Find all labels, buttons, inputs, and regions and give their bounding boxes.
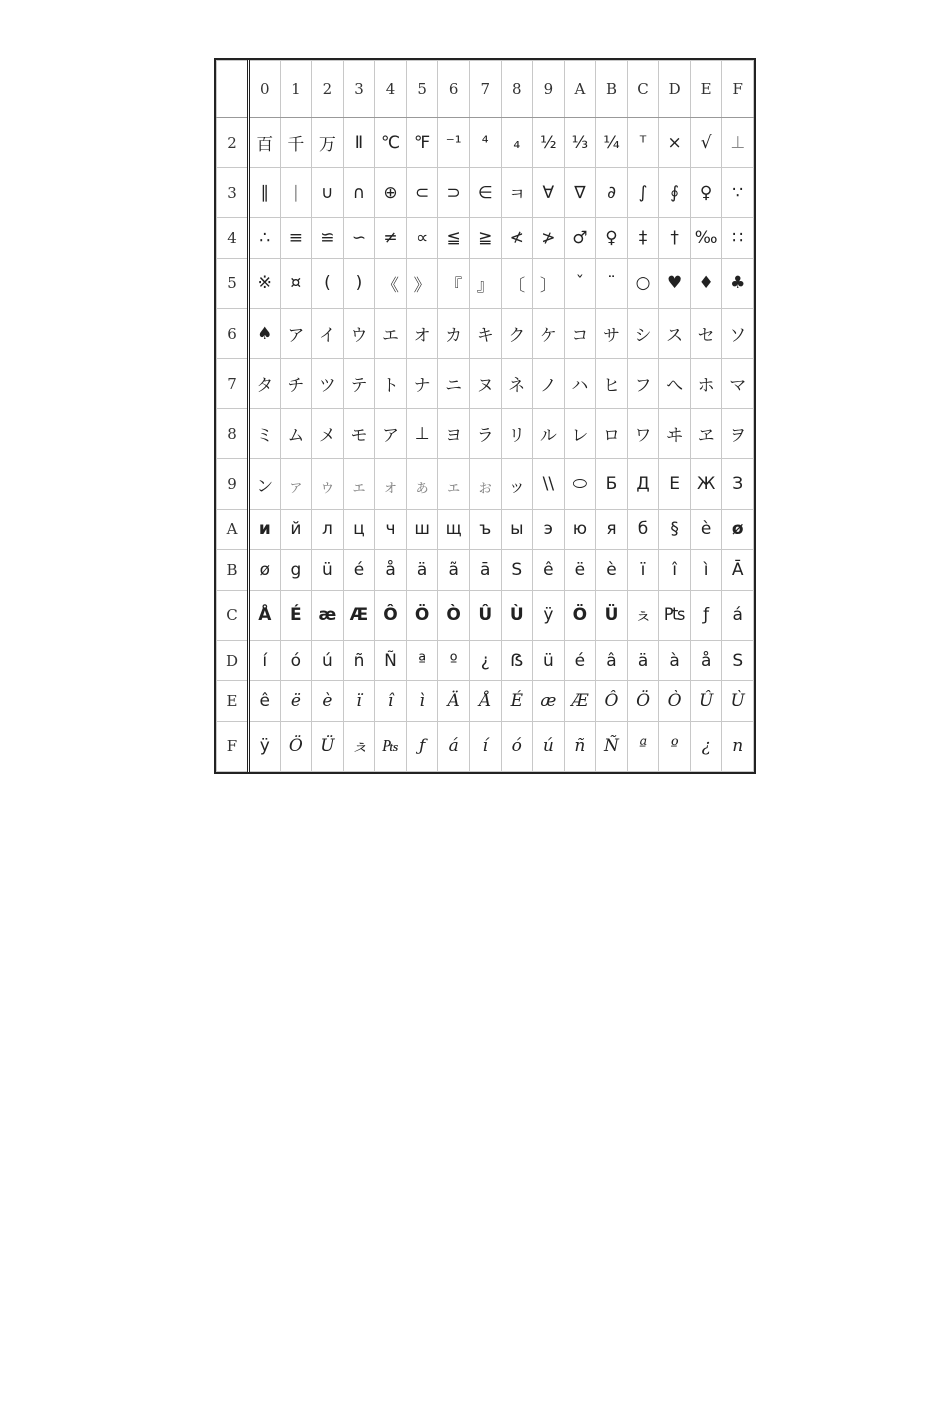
char-cell: æ: [533, 681, 565, 722]
char-cell: ≮: [501, 218, 533, 259]
column-header-row: [217, 61, 754, 118]
char-cell: ä: [406, 550, 438, 591]
column-header-3: 3: [343, 61, 375, 118]
row-header-9: 9: [217, 459, 249, 509]
char-cell: Ö: [627, 681, 659, 722]
char-cell: ∴: [249, 218, 281, 259]
char-cell: î: [659, 550, 691, 591]
char-cell: ⅓: [564, 118, 596, 168]
char-cell: ó: [280, 640, 312, 681]
char-cell: ‡: [627, 218, 659, 259]
table-row: [217, 681, 754, 722]
char-cell: á: [722, 590, 754, 640]
char-cell: ₧: [375, 721, 407, 771]
char-cell: ミ: [249, 409, 281, 459]
char-cell: ш: [406, 509, 438, 550]
char-cell: ッ: [501, 459, 533, 509]
column-header-4: 4: [375, 61, 407, 118]
char-cell: Ö: [564, 590, 596, 640]
char-cell: ヨ: [438, 409, 470, 459]
char-cell: л: [312, 509, 344, 550]
char-cell: и: [249, 509, 281, 550]
char-cell: ƒ: [406, 721, 438, 771]
row-header-7: 7: [217, 359, 249, 409]
char-cell: ⊕: [375, 168, 407, 218]
table-row: [217, 509, 754, 550]
char-cell: ≯: [533, 218, 565, 259]
char-cell: ⊂: [406, 168, 438, 218]
char-cell: ァ: [280, 459, 312, 509]
char-cell: é: [564, 640, 596, 681]
char-cell: Д: [627, 459, 659, 509]
column-header-b: B: [596, 61, 628, 118]
char-cell: ¼: [596, 118, 628, 168]
char-cell: ì: [690, 550, 722, 591]
char-cell: ∇: [564, 168, 596, 218]
char-cell: Û: [690, 681, 722, 722]
table-row: [217, 168, 754, 218]
char-cell: З: [722, 459, 754, 509]
char-cell: ∥: [249, 168, 281, 218]
column-header-e: E: [690, 61, 722, 118]
char-cell: 』: [469, 258, 501, 308]
table-row: [217, 640, 754, 681]
char-cell: ˇ: [564, 258, 596, 308]
char-cell: ワ: [627, 409, 659, 459]
table-row: [217, 590, 754, 640]
char-cell: Ñ: [596, 721, 628, 771]
char-cell: ♠: [249, 308, 281, 358]
char-cell: エ: [375, 308, 407, 358]
char-cell: ロ: [596, 409, 628, 459]
char-cell: 百: [249, 118, 281, 168]
char-cell: ㅊ: [343, 721, 375, 771]
charmap-grid: [216, 60, 754, 772]
char-cell: í: [249, 640, 281, 681]
char-cell: ó: [501, 721, 533, 771]
charmap-body: [217, 118, 754, 772]
column-header-0: 0: [249, 61, 281, 118]
char-cell: イ: [312, 308, 344, 358]
row-header-d: D: [217, 640, 249, 681]
character-code-table: [214, 58, 756, 774]
char-cell: ã: [438, 550, 470, 591]
row-header-8: 8: [217, 409, 249, 459]
char-cell: \\: [533, 459, 565, 509]
char-cell: ≠: [375, 218, 407, 259]
row-header-2: 2: [217, 118, 249, 168]
char-cell: ♣: [722, 258, 754, 308]
char-cell: à: [659, 640, 691, 681]
char-cell: ∈: [469, 168, 501, 218]
char-cell: ∣: [280, 168, 312, 218]
char-cell: ア: [280, 308, 312, 358]
char-cell: (: [312, 258, 344, 308]
char-cell: ú: [533, 721, 565, 771]
char-cell: オ: [406, 308, 438, 358]
char-cell: ム: [280, 409, 312, 459]
char-cell: è: [312, 681, 344, 722]
char-cell: ü: [312, 550, 344, 591]
char-cell: ẞ: [501, 640, 533, 681]
char-cell: チ: [280, 359, 312, 409]
char-cell: й: [280, 509, 312, 550]
char-cell: マ: [722, 359, 754, 409]
char-cell: ⁴: [469, 118, 501, 168]
column-header-f: F: [722, 61, 754, 118]
char-cell: å: [690, 640, 722, 681]
row-header-4: 4: [217, 218, 249, 259]
row-header-e: E: [217, 681, 249, 722]
char-cell: Ā: [722, 550, 754, 591]
char-cell: ア: [375, 409, 407, 459]
table-row: [217, 550, 754, 591]
char-cell: Ö: [406, 590, 438, 640]
char-cell: ы: [501, 509, 533, 550]
char-cell: ∮: [659, 168, 691, 218]
char-cell: ∂: [596, 168, 628, 218]
char-cell: Æ: [343, 590, 375, 640]
char-cell: Æ: [564, 681, 596, 722]
column-header-c: C: [627, 61, 659, 118]
char-cell: ∪: [312, 168, 344, 218]
char-cell: キ: [469, 308, 501, 358]
char-cell: ᵀ: [627, 118, 659, 168]
row-header-a: A: [217, 509, 249, 550]
char-cell: ∵: [722, 168, 754, 218]
char-cell: Ñ: [375, 640, 407, 681]
char-cell: Ü: [596, 590, 628, 640]
char-cell: ※: [249, 258, 281, 308]
char-cell: í: [469, 721, 501, 771]
char-cell: S: [722, 640, 754, 681]
char-cell: ï: [343, 681, 375, 722]
char-cell: ā: [469, 550, 501, 591]
char-cell: â: [596, 640, 628, 681]
char-cell: ㅋ: [501, 168, 533, 218]
char-cell: ク: [501, 308, 533, 358]
char-cell: Å: [469, 681, 501, 722]
char-cell: ウ: [343, 308, 375, 358]
char-cell: щ: [438, 509, 470, 550]
column-header-a: A: [564, 61, 596, 118]
char-cell: ≦: [438, 218, 470, 259]
char-cell: ♦: [690, 258, 722, 308]
char-cell: ⊃: [438, 168, 470, 218]
char-cell: ¿: [690, 721, 722, 771]
char-cell: ê: [249, 681, 281, 722]
char-cell: ¨: [596, 258, 628, 308]
char-cell: É: [501, 681, 533, 722]
char-cell: ê: [533, 550, 565, 591]
char-cell: ゥ: [312, 459, 344, 509]
char-cell: Ù: [501, 590, 533, 640]
char-cell: ハ: [564, 359, 596, 409]
char-cell: セ: [690, 308, 722, 358]
char-cell: ェ: [438, 459, 470, 509]
char-cell: ⊥: [722, 118, 754, 168]
char-cell: ∷: [722, 218, 754, 259]
char-cell: á: [438, 721, 470, 771]
char-cell: テ: [343, 359, 375, 409]
char-cell: ソ: [722, 308, 754, 358]
char-cell: Е: [659, 459, 691, 509]
char-cell: リ: [501, 409, 533, 459]
char-cell: レ: [564, 409, 596, 459]
char-cell: √: [690, 118, 722, 168]
char-cell: ⊥: [406, 409, 438, 459]
char-cell: ë: [280, 681, 312, 722]
table-row: [217, 721, 754, 771]
char-cell: è: [690, 509, 722, 550]
char-cell: ォ: [375, 459, 407, 509]
char-cell: n: [722, 721, 754, 771]
char-cell: ‰: [690, 218, 722, 259]
char-cell: コ: [564, 308, 596, 358]
char-cell: ⁻¹: [438, 118, 470, 168]
char-cell: ª: [627, 721, 659, 771]
char-cell: ヌ: [469, 359, 501, 409]
char-cell: ƒ: [690, 590, 722, 640]
char-cell: ト: [375, 359, 407, 409]
char-cell: 〔: [501, 258, 533, 308]
char-cell: 〕: [533, 258, 565, 308]
char-cell: サ: [596, 308, 628, 358]
column-header-9: 9: [533, 61, 565, 118]
char-cell: ♂: [564, 218, 596, 259]
char-cell: ц: [343, 509, 375, 550]
column-header-1: 1: [280, 61, 312, 118]
char-cell: Ù: [722, 681, 754, 722]
char-cell: ñ: [343, 640, 375, 681]
char-cell: カ: [438, 308, 470, 358]
table-row: [217, 258, 754, 308]
char-cell: シ: [627, 308, 659, 358]
char-cell: Б: [596, 459, 628, 509]
char-cell: э: [533, 509, 565, 550]
char-cell: ≡: [280, 218, 312, 259]
char-cell: Ö: [280, 721, 312, 771]
char-cell: ñ: [564, 721, 596, 771]
column-header-6: 6: [438, 61, 470, 118]
table-row: [217, 459, 754, 509]
char-cell: Ü: [312, 721, 344, 771]
char-cell: ヲ: [722, 409, 754, 459]
char-cell: モ: [343, 409, 375, 459]
char-cell: æ: [312, 590, 344, 640]
char-cell: ø: [249, 550, 281, 591]
char-cell: ℉: [406, 118, 438, 168]
table-row: [217, 118, 754, 168]
char-cell: ぉ: [469, 459, 501, 509]
char-cell: ヱ: [690, 409, 722, 459]
char-cell: S: [501, 550, 533, 591]
char-cell: へ: [659, 359, 691, 409]
char-cell: Û: [469, 590, 501, 640]
char-cell: ホ: [690, 359, 722, 409]
char-cell: Ô: [375, 590, 407, 640]
char-cell: º: [659, 721, 691, 771]
char-cell: Ò: [438, 590, 470, 640]
char-cell: ≌: [312, 218, 344, 259]
char-cell: 《: [375, 258, 407, 308]
char-cell: ä: [627, 640, 659, 681]
char-cell: ë: [564, 550, 596, 591]
char-cell: Ⅱ: [343, 118, 375, 168]
char-cell: ₧: [659, 590, 691, 640]
char-cell: é: [343, 550, 375, 591]
char-cell: 》: [406, 258, 438, 308]
row-header-3: 3: [217, 168, 249, 218]
char-cell: ø: [722, 509, 754, 550]
char-cell: ï: [627, 550, 659, 591]
char-cell: ю: [564, 509, 596, 550]
char-cell: 千: [280, 118, 312, 168]
char-cell: б: [627, 509, 659, 550]
char-cell: É: [280, 590, 312, 640]
char-cell: ≧: [469, 218, 501, 259]
char-cell: ∽: [343, 218, 375, 259]
char-cell: ぁ: [406, 459, 438, 509]
char-cell: ン: [249, 459, 281, 509]
char-cell: 万: [312, 118, 344, 168]
char-cell: ₄: [501, 118, 533, 168]
char-cell: ス: [659, 308, 691, 358]
char-cell: ¿: [469, 640, 501, 681]
row-header-c: C: [217, 590, 249, 640]
char-cell: ♀: [596, 218, 628, 259]
row-header-b: B: [217, 550, 249, 591]
char-cell: Ä: [438, 681, 470, 722]
char-cell: î: [375, 681, 407, 722]
char-cell: フ: [627, 359, 659, 409]
row-header-f: F: [217, 721, 249, 771]
char-cell: ∀: [533, 168, 565, 218]
char-cell: я: [596, 509, 628, 550]
char-cell: º: [438, 640, 470, 681]
char-cell: ナ: [406, 359, 438, 409]
char-cell: ♥: [659, 258, 691, 308]
char-cell: Ô: [596, 681, 628, 722]
char-cell: Ж: [690, 459, 722, 509]
table-row: [217, 409, 754, 459]
corner-cell: [217, 61, 249, 118]
char-cell: ♀: [690, 168, 722, 218]
char-cell: ラ: [469, 409, 501, 459]
table-row: [217, 218, 754, 259]
char-cell: 『: [438, 258, 470, 308]
char-cell: Å: [249, 590, 281, 640]
char-cell: ¤: [280, 258, 312, 308]
row-header-5: 5: [217, 258, 249, 308]
char-cell: Ò: [659, 681, 691, 722]
char-cell: †: [659, 218, 691, 259]
char-cell: ª: [406, 640, 438, 681]
char-cell: ヰ: [659, 409, 691, 459]
char-cell: ∫: [627, 168, 659, 218]
char-cell: ェ: [343, 459, 375, 509]
char-cell: è: [596, 550, 628, 591]
char-cell: ∝: [406, 218, 438, 259]
table-row: [217, 359, 754, 409]
char-cell: ÿ: [249, 721, 281, 771]
char-cell: ㅊ: [627, 590, 659, 640]
char-cell: ℃: [375, 118, 407, 168]
char-cell: ×: [659, 118, 691, 168]
column-header-5: 5: [406, 61, 438, 118]
char-cell: ∩: [343, 168, 375, 218]
char-cell: g: [280, 550, 312, 591]
row-header-6: 6: [217, 308, 249, 358]
char-cell: ú: [312, 640, 344, 681]
char-cell: ノ: [533, 359, 565, 409]
table-row: [217, 308, 754, 358]
char-cell: ì: [406, 681, 438, 722]
column-header-7: 7: [469, 61, 501, 118]
char-cell: ル: [533, 409, 565, 459]
column-header-2: 2: [312, 61, 344, 118]
char-cell: ½: [533, 118, 565, 168]
char-cell: ü: [533, 640, 565, 681]
char-cell: ч: [375, 509, 407, 550]
column-header-8: 8: [501, 61, 533, 118]
char-cell: タ: [249, 359, 281, 409]
char-cell: ⬭: [564, 459, 596, 509]
char-cell: メ: [312, 409, 344, 459]
char-cell: ): [343, 258, 375, 308]
char-cell: §: [659, 509, 691, 550]
char-cell: ○: [627, 258, 659, 308]
char-cell: ÿ: [533, 590, 565, 640]
char-cell: ケ: [533, 308, 565, 358]
char-cell: ヒ: [596, 359, 628, 409]
char-cell: å: [375, 550, 407, 591]
char-cell: ニ: [438, 359, 470, 409]
char-cell: ъ: [469, 509, 501, 550]
column-header-d: D: [659, 61, 691, 118]
char-cell: ネ: [501, 359, 533, 409]
char-cell: ツ: [312, 359, 344, 409]
